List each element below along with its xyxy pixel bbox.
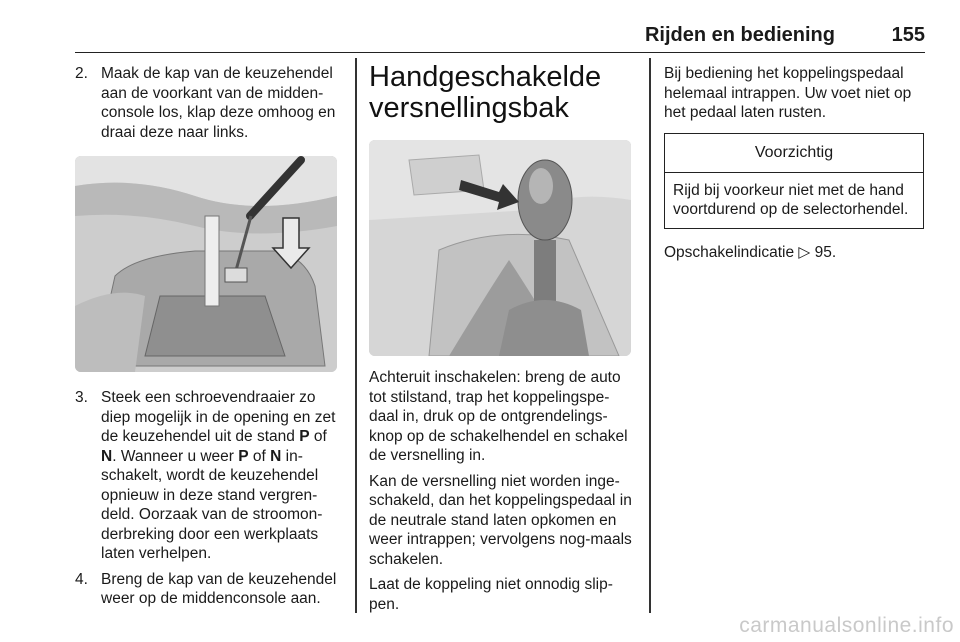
step-2 [75,64,341,142]
column-divider [355,58,357,613]
page-reference-arrow-icon: ▷ [798,243,811,261]
step-3 [75,388,341,564]
shift-indicator-label: Opschakelindicatie [664,243,795,261]
step-text: Steek een schroevendraaier zo diep mogelijk in de opening en zet de keuzehendel uit de stand P of N. Wanneer u weer P of N in-schakelt, wordt de keuzehendel opnieuw in deze stand vergren-deld. Oorzaak van de stroomon-derbreking door een werkplaats laten verhelpen. [101,389,336,562]
step-text: Maak de kap van de keuzehendel aan de voorkant van de midden-console los, klap deze omhoog en draai deze naar links. [101,65,336,141]
gear-knob-illustration [369,140,631,356]
column-divider [649,58,651,613]
reverse-gear-text: Achteruit inschakelen: breng de auto tot stilstand, trap het koppelingspe-daal in, druk op de ontgrendelings-knop op de schakelhendel en schakel de versnelling in. [369,369,628,464]
caution-box [664,133,924,229]
shift-indicator-page: 95. [814,243,837,261]
column-left [75,64,341,609]
header-title: Rijden en bediening [644,24,835,46]
shift-indicator-reference [664,243,926,263]
clutch-slip-text: Laat de koppeling niet onnodig slip-pen. [369,576,613,613]
step-number: 3. [75,389,88,406]
page-header [75,14,925,53]
watermark: carmanualsonline.info [739,614,954,637]
caution-text: Rijd bij voorkeur niet met de hand voortdurend op de selectorhendel. [673,181,909,218]
page-number: 155 [891,24,925,46]
selector-lever-illustration [75,156,337,372]
gear-retry-text: Kan de versnelling niet worden inge-schakeld, dan het koppelingspedaal in de neutrale stand laten opkomen en weer intrappen; vervolgens nog-maals schakelen. [369,472,632,568]
caution-title: Voorzichtig [665,134,923,173]
clutch-intro-text: Bij bediening het koppelingspedaal helemaal intrappen. Uw voet niet op het pedaal laten rusten. [664,65,912,121]
section-title: Handgeschakelde versnellingsbak [369,61,602,124]
step-text: Breng de kap van de keuzehendel weer op de middenconsole aan. [101,570,337,607]
column-middle [369,61,632,620]
step-4 [75,570,341,609]
step-number: 2. [75,65,88,82]
column-right [664,64,926,268]
step-number: 4. [75,570,88,588]
